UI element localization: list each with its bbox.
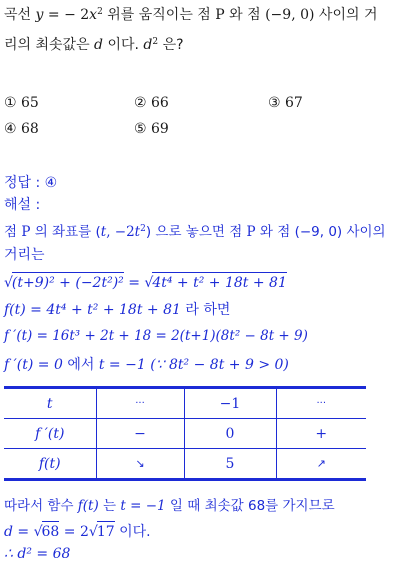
solution-text: ) 으로 놓으면 점 bbox=[145, 224, 247, 240]
math-exponent: 2 bbox=[97, 7, 103, 17]
choice-1[interactable] bbox=[4, 94, 39, 112]
math-var: d bbox=[94, 37, 104, 53]
radicand: 68 bbox=[42, 521, 60, 541]
math-point: (−9, 0) bbox=[265, 7, 315, 23]
question-line-2 bbox=[4, 36, 184, 54]
question-text: 리의 최솟값은 bbox=[4, 37, 95, 53]
math-expr: , −2 bbox=[106, 224, 135, 240]
solution-text: 의 좌표를 ( bbox=[30, 224, 101, 240]
choice-value: 69 bbox=[151, 121, 169, 137]
math-expr: f ′(t) = 0 bbox=[4, 357, 63, 373]
radicand: (t+9)² + (−2t²)² bbox=[12, 272, 124, 292]
table-cell: f ′(t) bbox=[4, 419, 96, 449]
solution-line-4 bbox=[4, 301, 230, 319]
math-var: t bbox=[134, 224, 141, 240]
table-cell: 5 bbox=[184, 449, 276, 480]
solution-text: 점 bbox=[4, 224, 22, 240]
choice-2[interactable] bbox=[134, 94, 169, 112]
math-expr: = bbox=[123, 275, 145, 291]
math-exponent: 2 bbox=[140, 224, 146, 234]
math-expr: = − 2 bbox=[43, 7, 90, 23]
math-point: P bbox=[215, 7, 225, 23]
answer-label: 정답 : ④ bbox=[4, 175, 58, 191]
math-expr: d = bbox=[4, 524, 34, 540]
math-expr: t = −1 bbox=[120, 498, 166, 514]
sqrt-symbol: √ bbox=[33, 524, 43, 540]
choice-value: 66 bbox=[151, 95, 169, 111]
table-cell: t bbox=[4, 388, 96, 419]
explanation-heading: 해설 : bbox=[4, 197, 41, 213]
choice-5[interactable] bbox=[134, 120, 169, 138]
sqrt-symbol: √ bbox=[144, 275, 154, 291]
solution-text: 일 때 최솟값 68를 가지므로 bbox=[165, 498, 335, 514]
solution-text: 이다. bbox=[114, 524, 151, 540]
table-cell: f(t) bbox=[4, 449, 96, 480]
question-line-1 bbox=[4, 6, 377, 24]
question-text: 사이의 거 bbox=[314, 7, 378, 23]
solution-line-1 bbox=[4, 223, 386, 241]
solution-text: 따라서 함수 bbox=[4, 498, 78, 514]
question-text: 은? bbox=[158, 37, 184, 53]
table-cell: ··· bbox=[276, 388, 366, 419]
table-cell: ↗ bbox=[276, 449, 366, 480]
choice-4[interactable] bbox=[4, 120, 39, 138]
math-expr: f ′(t) = 16t³ + 2t + 18 = 2(t+1)(8t² − 8t + 9) bbox=[4, 328, 308, 344]
choice-value: 65 bbox=[21, 95, 39, 111]
math-var: x bbox=[89, 7, 98, 23]
table-row bbox=[4, 419, 366, 449]
math-point: P bbox=[246, 224, 256, 240]
table-cell: ↘ bbox=[96, 449, 184, 480]
choice-number: ① bbox=[4, 95, 17, 111]
table-row bbox=[4, 449, 366, 480]
table-cell: − bbox=[96, 419, 184, 449]
math-point: P bbox=[21, 224, 31, 240]
solution-text: 에서 bbox=[62, 357, 99, 373]
math-var: y bbox=[35, 7, 44, 23]
table-cell: −1 bbox=[184, 388, 276, 419]
solution-line-7 bbox=[4, 497, 335, 515]
solution-line-9: ∴ d² = 68 bbox=[4, 546, 71, 562]
table-cell: 0 bbox=[184, 419, 276, 449]
table-cell: ··· bbox=[96, 388, 184, 419]
choice-value: 67 bbox=[285, 95, 303, 111]
solution-text: 라 하면 bbox=[180, 302, 231, 318]
math-exponent: 2 bbox=[152, 37, 159, 47]
question-text: 이다. bbox=[103, 37, 144, 53]
table-row bbox=[4, 388, 366, 419]
choice-number: ③ bbox=[268, 95, 281, 111]
math-expr: = 2 bbox=[59, 524, 89, 540]
solution-line-6 bbox=[4, 356, 289, 374]
sign-table bbox=[4, 386, 366, 481]
choice-number: ② bbox=[134, 95, 147, 111]
solution-text: 는 bbox=[98, 498, 121, 514]
solution-line-5 bbox=[4, 327, 308, 345]
math-expr: f(t) bbox=[77, 498, 99, 514]
choice-number: ⑤ bbox=[134, 121, 147, 137]
math-var: d bbox=[143, 37, 153, 53]
question-text: 위를 움직이는 점 bbox=[102, 7, 216, 23]
radicand: 17 bbox=[97, 521, 115, 541]
radicand: 4t⁴ + t² + 18t + 81 bbox=[152, 272, 287, 292]
sqrt-symbol: √ bbox=[4, 275, 13, 291]
choice-3[interactable] bbox=[268, 94, 303, 112]
solution-text: 와 점 (−9, 0) 사이의 bbox=[255, 224, 386, 240]
solution-line-3 bbox=[4, 272, 287, 292]
choice-number: ④ bbox=[4, 121, 17, 137]
table-cell: + bbox=[276, 419, 366, 449]
question-text: 와 점 bbox=[224, 7, 266, 23]
question-text: 곡선 bbox=[4, 7, 32, 23]
math-expr: f(t) = 4t⁴ + t² + 18t + 81 bbox=[4, 302, 181, 318]
math-var: t bbox=[100, 224, 107, 240]
solution-line-2: 거리는 bbox=[4, 247, 45, 263]
solution-line-8 bbox=[4, 521, 151, 541]
choice-value: 68 bbox=[21, 121, 39, 137]
sqrt-symbol: √ bbox=[88, 524, 98, 540]
math-expr: t = −1 (∵ 8t² − 8t + 9 > 0) bbox=[98, 357, 289, 373]
